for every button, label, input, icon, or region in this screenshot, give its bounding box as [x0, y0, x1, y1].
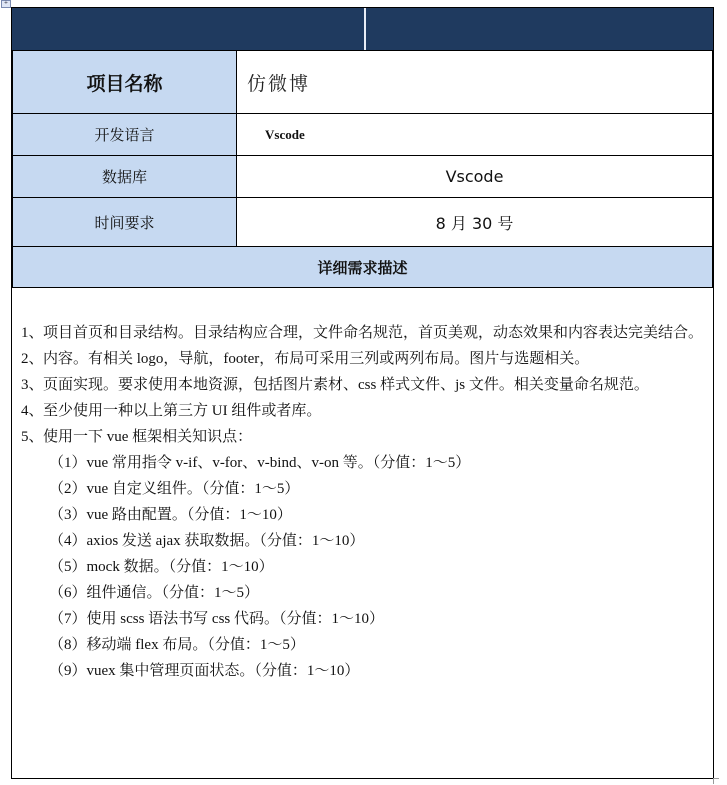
list-item	[21, 424, 711, 450]
sub-item: （8）移动端 flex 布局。（分值：1～5）	[49, 637, 305, 653]
sub-item: （9）vuex 集中管理页面状态。（分值：1～10）	[49, 663, 360, 679]
item-text: 页面实现。要求使用本地资源，包括图片素材、css 样式文件、js 文件。相关变量命名规范。	[43, 377, 649, 393]
requirements-body[interactable]	[21, 320, 711, 684]
item-text: 内容。有相关 logo，导航，footer，布局可采用三列或两列布局。图片与选题相关。	[43, 351, 590, 367]
list-item	[21, 346, 711, 372]
sub-item: （4）axios 发送 ajax 获取数据。（分值：1～10）	[49, 533, 365, 549]
database-value[interactable]: Vscode	[237, 156, 713, 198]
header-banner	[12, 8, 713, 50]
table-row	[13, 114, 713, 156]
table-row	[13, 247, 713, 288]
list-item	[21, 398, 711, 424]
detail-header: 详细需求描述	[13, 247, 713, 288]
table-row	[13, 51, 713, 114]
item-text: 项目首页和目录结构。目录结构应合理，文件命名规范，首页美观，动态效果和内容表达完美结合。	[43, 325, 704, 341]
item-text: 使用一下 vue 框架相关知识点：	[43, 429, 253, 445]
language-value[interactable]: Vscode	[237, 114, 713, 156]
item-number: 4、	[21, 403, 44, 419]
table-move-handle[interactable]: +	[1, 0, 11, 8]
item-number: 5、	[21, 429, 44, 445]
sub-item: （2）vue 自定义组件。（分值：1～5）	[49, 481, 300, 497]
database-label: 数据库	[13, 156, 237, 198]
project-name-value[interactable]: 仿微博	[237, 51, 713, 114]
project-name-label: 项目名称	[13, 51, 237, 114]
list-item	[21, 320, 711, 346]
sub-item: （7）使用 scss 语法书写 css 代码。（分值：1～10）	[49, 611, 385, 627]
time-label: 时间要求	[13, 198, 237, 247]
item-number: 2、	[21, 351, 44, 367]
sub-item: （3）vue 路由配置。（分值：1～10）	[49, 507, 292, 523]
table-resize-handle[interactable]	[713, 778, 719, 784]
project-info-table	[12, 50, 713, 288]
table-row	[13, 198, 713, 247]
sub-item: （5）mock 数据。（分值：1～10）	[49, 559, 274, 575]
sub-item: （1）vue 常用指令 v-if、v-for、v-bind、v-on 等。（分值：1～5）	[49, 455, 471, 471]
list-item	[21, 372, 711, 398]
item-number: 3、	[21, 377, 44, 393]
item-number: 1、	[21, 325, 44, 341]
banner-divider	[364, 8, 366, 50]
time-value[interactable]: 8 月 30 号	[237, 198, 713, 247]
table-row	[13, 156, 713, 198]
item-text: 至少使用一种以上第三方 UI 组件或者库。	[43, 403, 322, 419]
sub-item: （6）组件通信。（分值：1～5）	[49, 585, 260, 601]
document-table	[11, 7, 714, 779]
language-label: 开发语言	[13, 114, 237, 156]
